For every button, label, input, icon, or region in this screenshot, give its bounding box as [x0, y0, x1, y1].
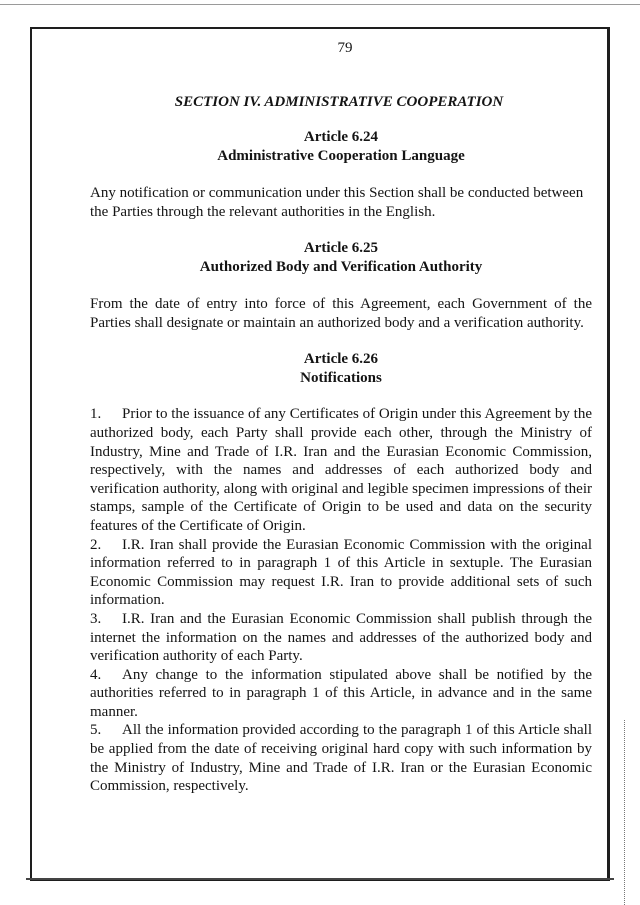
- article-body: From the date of entry into force of this Agreement, each Government of the Parties shall designate or maintain an authorized body and a verification authority.: [90, 296, 592, 331]
- article-6-25: [90, 239, 592, 332]
- paragraph-text: I.R. Iran shall provide the Eurasian Economic Commission with the original information referred to in paragraph 1 of this Article in sextuple. The Eurasian Economic Commission may request I.R. Iran to provide additional sets of such information.: [90, 536, 592, 609]
- paragraph-number: 4.: [90, 666, 102, 683]
- article-title: Authorized Body and Verification Authority: [199, 259, 483, 276]
- article-number: Article 6.24: [303, 129, 379, 145]
- paragraph-text: All the information provided according to the paragraph 1 of this Article shall be applied from the date of receiving original hard copy with such information by the Ministry of Industry, Mine and Trade of I.R. Iran or the Eurasian Economic Commission, respectively.: [90, 722, 592, 795]
- paragraph-text: Prior to the issuance of any Certificates of Origin under this Agreement by the authorized body, each Party shall provide each other, through the Ministry of Industry, Mine and Trade of I.R. Iran and the Eurasian Economic Commission, respectively, with the names and addresses of each authorized body and verification authority, along with original and legible specimen impressions of their stamps, sample of the Certificate of Origin to be used and data on the security features of the Certificate of Origin.: [90, 406, 592, 534]
- scan-top-rule: [0, 4, 640, 5]
- numbered-paragraph: [90, 405, 592, 535]
- numbered-paragraph: [90, 721, 592, 795]
- article-6-24: [90, 128, 592, 221]
- paragraph-text: Any change to the information stipulated above shall be notified by the authorities referred to in paragraph 1 of this Article, in advance and in the same manner.: [90, 666, 592, 720]
- article-body: Any notification or communication under this Section shall be conducted between the Parties through the relevant authorities in the English.: [90, 185, 584, 220]
- numbered-paragraph: [90, 666, 592, 722]
- article-number: Article 6.26: [303, 351, 379, 368]
- article-title: Administrative Cooperation Language: [217, 148, 465, 164]
- document-page: [90, 38, 592, 796]
- paragraph-number: 1.: [90, 406, 102, 423]
- section-title: SECTION IV. ADMINISTRATIVE COOPERATION: [174, 94, 504, 110]
- numbered-paragraph: [90, 610, 592, 666]
- article-title: Notifications: [300, 370, 382, 387]
- paragraph-text: I.R. Iran and the Eurasian Economic Commission shall publish through the internet the information on the names and addresses of the authorized body and verification authority of each Party.: [90, 610, 592, 665]
- scan-edge-rule: [624, 720, 625, 905]
- paragraph-number: 2.: [90, 536, 102, 553]
- paragraph-number: 3.: [90, 610, 102, 627]
- page-frame-bottom-edge: [26, 878, 614, 880]
- article-number: Article 6.25: [303, 240, 379, 257]
- numbered-paragraph: [90, 536, 592, 610]
- paragraph-number: 5.: [90, 722, 102, 739]
- page-number: 79: [337, 40, 353, 56]
- article-6-26: [90, 350, 592, 795]
